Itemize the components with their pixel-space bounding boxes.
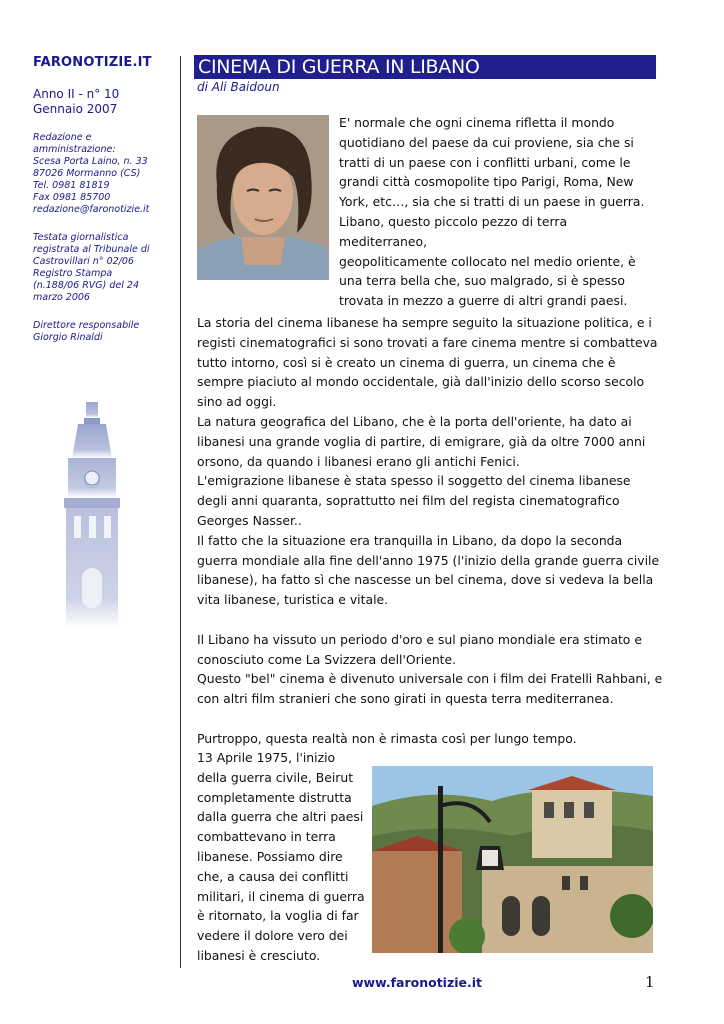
- testata-line: Registro Stampa: [33, 268, 113, 279]
- text-line: guerra mondiale alla fine dell'anno 1975 (l'inizio della grande guerra civile: [197, 552, 660, 568]
- text-line: sempre piaciuto al mondo occidentale, già dall'inizio dello scorso secolo: [197, 374, 645, 390]
- text-line: tratti di un paese con i conflitti urbani, come le: [339, 154, 631, 170]
- text-line: Georges Nasser..: [197, 512, 302, 528]
- redazione-block: [33, 132, 168, 216]
- redazione-line: Fax 0981 85700: [33, 192, 111, 203]
- column-divider: [180, 56, 181, 968]
- text-line: vita libanese, turistica e vitale.: [197, 592, 389, 608]
- issue-date: Gennaio 2007: [33, 102, 118, 116]
- text-line: libanese), ha fatto sì che nascesse un bel cinema, dove si vedeva la bella: [197, 572, 654, 588]
- redazione-line: Redazione e: [33, 132, 92, 143]
- paragraph-history: [197, 313, 663, 412]
- text-line: è ritornato, la voglia di far: [197, 908, 359, 924]
- text-line: degli anni quaranta, soprattutto nei film del regista cinematografico: [197, 493, 620, 509]
- testata-block: [33, 232, 168, 304]
- testata-line: marzo 2006: [33, 292, 90, 303]
- author-portrait: [197, 115, 329, 280]
- text-line: militari, il cinema di guerra: [197, 888, 365, 904]
- text-line: geopoliticamente collocato nel medio oriente, è: [339, 253, 636, 269]
- paragraph-gap: [197, 610, 663, 630]
- text-line: E' normale che ogni cinema rifletta il mondo: [339, 115, 615, 130]
- issue-info: [33, 87, 168, 117]
- paragraph-rahbani: [197, 669, 663, 709]
- text-line: completamente distrutta: [197, 789, 352, 805]
- redazione-line: Tel. 0981 81819: [33, 180, 110, 191]
- text-line: York, etc…, sia che si tratti di un paese in guerra.: [339, 194, 645, 210]
- text-line: che, a causa dei conflitti: [197, 868, 349, 884]
- paragraph-peace: [197, 531, 663, 610]
- direttore-line: Giorgio Rinaldi: [33, 332, 103, 343]
- text-line: sino ad oggi.: [197, 394, 277, 410]
- text-line: Purtroppo, questa realtà non è rimasta così per lungo tempo.: [197, 730, 577, 746]
- sidebar: [33, 55, 168, 344]
- text-line: libanesi è cresciuto.: [197, 947, 321, 963]
- text-line: registi cinematografici si sono trovati a fare cinema mentre si combatteva: [197, 334, 658, 350]
- text-line: tutto intorno, così si è creato un cinema di guerra, un cinema che è: [197, 354, 616, 370]
- article-title: CINEMA DI GUERRA IN LIBANO: [194, 55, 656, 79]
- text-line: quotidiano del paese da cui proviene, sia che si: [339, 134, 634, 150]
- testata-line: registrata al Tribunale di: [33, 244, 150, 255]
- text-line: Il Libano ha vissuto un periodo d'oro e sul piano mondiale era stimato e: [197, 631, 642, 647]
- article-author: di Ali Baidoun: [197, 80, 280, 94]
- redazione-email[interactable]: redazione@faronotizie.it: [33, 204, 150, 215]
- lighthouse-tower-image: [56, 398, 130, 630]
- text-line: vedere il dolore vero dei: [197, 928, 348, 944]
- paragraph-gap: [197, 709, 663, 729]
- paragraph-civil-war: [197, 748, 369, 966]
- text-line: della guerra civile, Beirut: [197, 769, 354, 785]
- text-line: Il fatto che la situazione era tranquilla in Libano, da dopo la seconda: [197, 532, 623, 548]
- text-line: libanesi una grande voglia di partire, di emigrare, già da oltre 7000 anni: [197, 433, 646, 449]
- text-line: libanese. Possiamo dire: [197, 848, 343, 864]
- text-line: trovata in mezzo a guerre di altri grandi paesi.: [339, 293, 628, 309]
- paragraph-geography: [197, 412, 663, 471]
- testata-line: (n.188/06 RVG) del 24: [33, 280, 139, 291]
- footer-website-link[interactable]: www.faronotizie.it: [352, 975, 483, 990]
- text-line: Questo "bel" cinema è divenuto universale con i film dei Fratelli Rahbani, e: [197, 671, 663, 687]
- redazione-line: Scesa Porta Laino, n. 33: [33, 156, 148, 167]
- testata-line: Castrovillari n° 02/06: [33, 256, 134, 267]
- page-number: 1: [645, 973, 655, 991]
- paragraph-golden-age: [197, 630, 663, 670]
- text-line: La natura geografica del Libano, che è la porta dell'oriente, ha dato ai: [197, 413, 632, 429]
- issue-number: Anno II - n° 10: [33, 87, 120, 101]
- text-line: La storia del cinema libanese ha sempre seguito la situazione politica, e i: [197, 315, 652, 330]
- text-line: 13 Aprile 1975, l'inizio: [197, 750, 336, 765]
- text-line: orsono, da quando i libanesi erano gli antichi Fenici.: [197, 453, 520, 469]
- redazione-line: amministrazione:: [33, 144, 116, 155]
- paragraph-emigration: [197, 471, 663, 530]
- article-body: [197, 313, 663, 749]
- brand-name: FARONOTIZIE.IT: [33, 55, 152, 70]
- lebanon-village-photo: [372, 766, 653, 953]
- text-line: con altri film stranieri che sono girati in questa terra mediterranea.: [197, 691, 614, 707]
- text-line: una terra bella che, suo malgrado, si è spesso: [339, 273, 625, 289]
- intro-paragraph: [339, 113, 659, 311]
- redazione-line: 87026 Mormanno (CS): [33, 168, 141, 179]
- testata-line: Testata giornalistica: [33, 232, 129, 243]
- text-line: conosciuto come La Svizzera dell'Oriente.: [197, 651, 457, 667]
- text-line: grandi città cosmopolite tipo Parigi, Roma, New: [339, 174, 634, 190]
- text-line: dalla guerra che altri paesi: [197, 809, 364, 825]
- direttore-block: [33, 320, 168, 344]
- paragraph-unfortunately: [197, 729, 663, 749]
- direttore-line: Direttore responsabile: [33, 320, 140, 331]
- text-line: Libano, questo piccolo pezzo di terra mediterraneo,: [339, 213, 568, 249]
- text-line: L'emigrazione libanese è stata spesso il soggetto del cinema libanese: [197, 473, 631, 489]
- text-line: combattevano in terra: [197, 829, 336, 845]
